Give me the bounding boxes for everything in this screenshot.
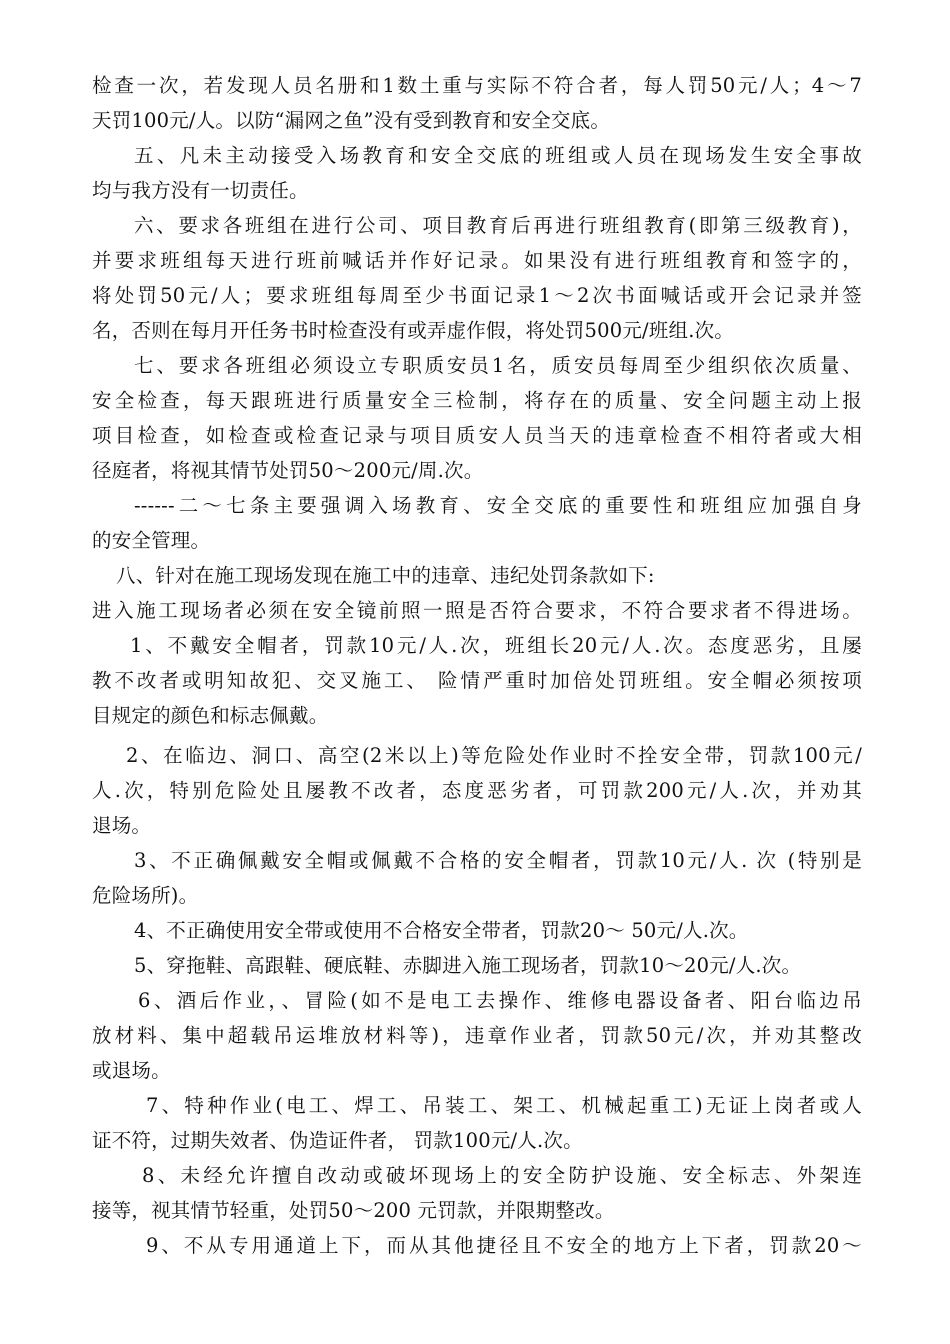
text-line: 并要求班组每天进行班前喊话并作好记录。如果没有进行班组教育和签字的， bbox=[92, 249, 862, 272]
text-line: 8、未经允许擅自改动或破坏现场上的安全防护设施、安全标志、外架连 bbox=[142, 1164, 862, 1187]
text-line: 将处罚50元/人；要求班组每周至少书面记录1～2次书面喊话或开会记录并签 bbox=[92, 284, 862, 307]
text-line: 1、不戴安全帽者，罚款10元/人.次，班组长20元/人.次。态度恶劣，且屡 bbox=[130, 634, 862, 657]
text-line: 2、在临边、洞口、高空(2米以上)等危险处作业时不拴安全带，罚款100元/ bbox=[126, 744, 862, 767]
text-line: 接等，视其情节轻重，处罚50～200 元罚款，并限期整改。 bbox=[92, 1199, 615, 1222]
text-line: 五、凡未主动接受入场教育和安全交底的班组或人员在现场发生安全事故 bbox=[134, 144, 862, 167]
text-line: 的安全管理。 bbox=[92, 529, 211, 552]
text-line: 检查一次，若发现人员名册和1数土重与实际不符合者，每人罚50元/人；4～7 bbox=[92, 74, 862, 97]
text-line: 3、不正确佩戴安全帽或佩戴不合格的安全帽者，罚款10元/人. 次 (特别是 bbox=[134, 849, 862, 872]
text-line: 6、酒后作业，、冒险(如不是电工去操作、维修电器设备者、阳台临边吊 bbox=[138, 989, 862, 1012]
text-line: 教不改者或明知故犯、交叉施工、 险情严重时加倍处罚班组。安全帽必须按项 bbox=[92, 669, 862, 692]
text-line: 证不符，过期失效者、伪造证件者， 罚款100元/人.次。 bbox=[92, 1129, 583, 1152]
text-line: 5、穿拖鞋、高跟鞋、硬底鞋、赤脚进入施工现场者，罚款10～20元/人.次。 bbox=[134, 954, 802, 977]
text-line: 七、要求各班组必须设立专职质安员1名，质安员每周至少组织依次质量、 bbox=[134, 354, 862, 377]
text-line: 径庭者，将视其情节处罚50～200元/周.次。 bbox=[92, 459, 484, 482]
text-line: 八、针对在施工现场发现在施工中的违章、违纪处罚条款如下: bbox=[116, 564, 655, 587]
text-line: 9、不从专用通道上下，而从其他捷径且不安全的地方上下者，罚款20～ bbox=[146, 1234, 862, 1257]
text-line: 进入施工现场者必须在安全镜前照一照是否符合要求，不符合要求者不得进场。 bbox=[92, 599, 862, 622]
text-line: 4、不正确使用安全带或使用不合格安全带者，罚款20～ 50元/人.次。 bbox=[134, 919, 749, 942]
text-line: 目规定的颜色和标志佩戴。 bbox=[92, 704, 329, 727]
text-line: 危险场所)。 bbox=[92, 884, 199, 907]
text-line: 均与我方没有一切责任。 bbox=[92, 179, 309, 202]
text-line: 或退场。 bbox=[92, 1059, 171, 1082]
text-line: ------二～七条主要强调入场教育、安全交底的重要性和班组应加强自身 bbox=[134, 494, 862, 517]
text-line: 放材料、集中超载吊运堆放材料等)，违章作业者，罚款50元/次，并劝其整改 bbox=[92, 1024, 862, 1047]
text-line: 退场。 bbox=[92, 814, 152, 837]
text-line: 六、要求各班组在进行公司、项目教育后再进行班组教育(即第三级教育)， bbox=[134, 214, 862, 237]
text-line: 项目检查，如检查或检查记录与项目质安人员当天的违章检查不相符者或大相 bbox=[92, 424, 862, 447]
text-line: 天罚100元/人。以防“漏网之鱼”没有受到教育和安全交底。 bbox=[92, 109, 611, 132]
text-line: 名，否则在每月开任务书时检查没有或弄虚作假，将处罚500元/班组.次。 bbox=[92, 319, 734, 342]
text-line: 人.次，特别危险处且屡教不改者，态度恶劣者，可罚款200元/人.次，并劝其 bbox=[92, 779, 862, 802]
text-line: 7、特种作业(电工、焊工、吊装工、架工、机械起重工)无证上岗者或人 bbox=[146, 1094, 862, 1117]
text-line: 安全检查，每天跟班进行质量安全三检制，将存在的质量、安全问题主动上报 bbox=[92, 389, 862, 412]
